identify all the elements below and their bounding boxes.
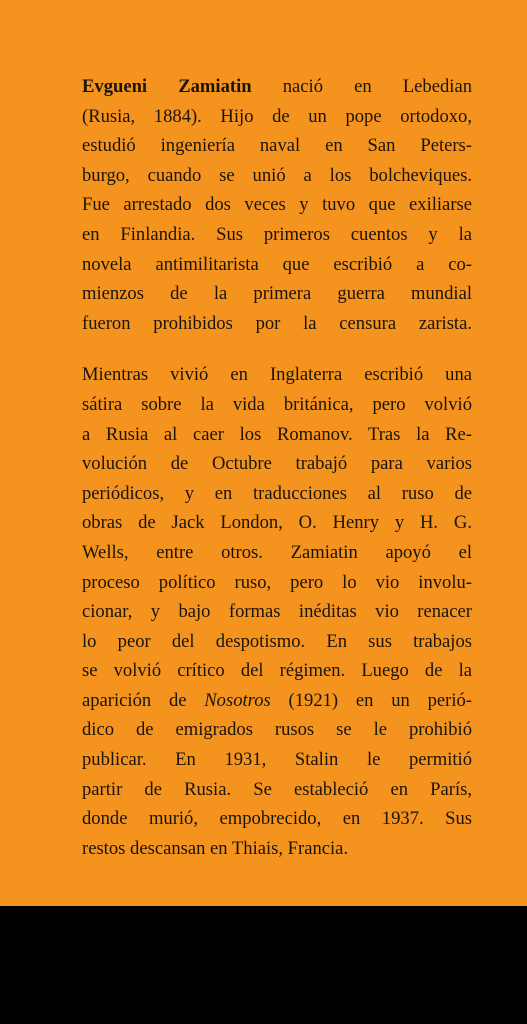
bio-line: Fue arrestado dos veces y tuvo que exiliarse [82,194,472,216]
author-bio [82,72,472,863]
bio-line-text: (1921) en un perió- [270,689,472,711]
bio-line: volución de Octubre trabajó para varios [82,453,472,475]
paragraph-gap [82,338,472,360]
bio-line: periódicos, y en traducciones al ruso de [82,482,472,504]
bio-line: lo peor del despotismo. En sus trabajos [82,630,472,652]
bio-line: fueron prohibidos por la censura zarista. [82,312,472,334]
bio-line: (Rusia, 1884). Hijo de un pope ortodoxo, [82,105,472,127]
bio-paragraph-2 [82,360,472,863]
bio-line: sátira sobre la vida británica, pero volvió [82,393,472,415]
bio-line: a Rusia al caer los Romanov. Tras la Re- [82,423,472,445]
bio-paragraph-1 [82,72,472,338]
bio-line: Mientras vivió en Inglaterra escribió una [82,364,472,386]
bio-line: burgo, cuando se unió a los bolcheviques. [82,164,472,186]
bio-line: estudió ingeniería naval en San Peters- [82,135,472,157]
bio-line [82,72,472,102]
bio-line: partir de Rusia. Se estableció en París, [82,778,472,800]
bio-line: publicar. En 1931, Stalin le permitió [82,749,472,771]
bio-line: obras de Jack London, O. Henry y H. G. [82,512,472,534]
bio-line: mienzos de la primera guerra mundial [82,283,472,305]
bio-line: dico de emigrados rusos se le prohibió [82,719,472,741]
bio-line: se volvió crítico del régimen. Luego de la [82,660,472,682]
bio-line: Wells, entre otros. Zamiatin apoyó el [82,541,472,563]
bio-line [82,686,472,716]
bio-line: novela antimilitarista que escribió a co- [82,253,472,275]
bio-line-text: aparición de [82,689,205,711]
bio-line: proceso político ruso, pero lo vio involu- [82,571,472,593]
bio-line: restos descansan en Thiais, Francia. [82,837,349,859]
bio-line-text: nació en Lebedian [251,76,472,97]
author-name: Evgueni Zamiatin [82,76,252,97]
bio-line: cionar, y bajo formas inéditas vio renacer [82,601,472,623]
bottom-black-band [0,906,527,1024]
bio-line: donde murió, empobrecido, en 1937. Sus [82,808,472,830]
bio-line: en Finlandia. Sus primeros cuentos y la [82,223,472,245]
book-title: Nosotros [204,689,271,711]
